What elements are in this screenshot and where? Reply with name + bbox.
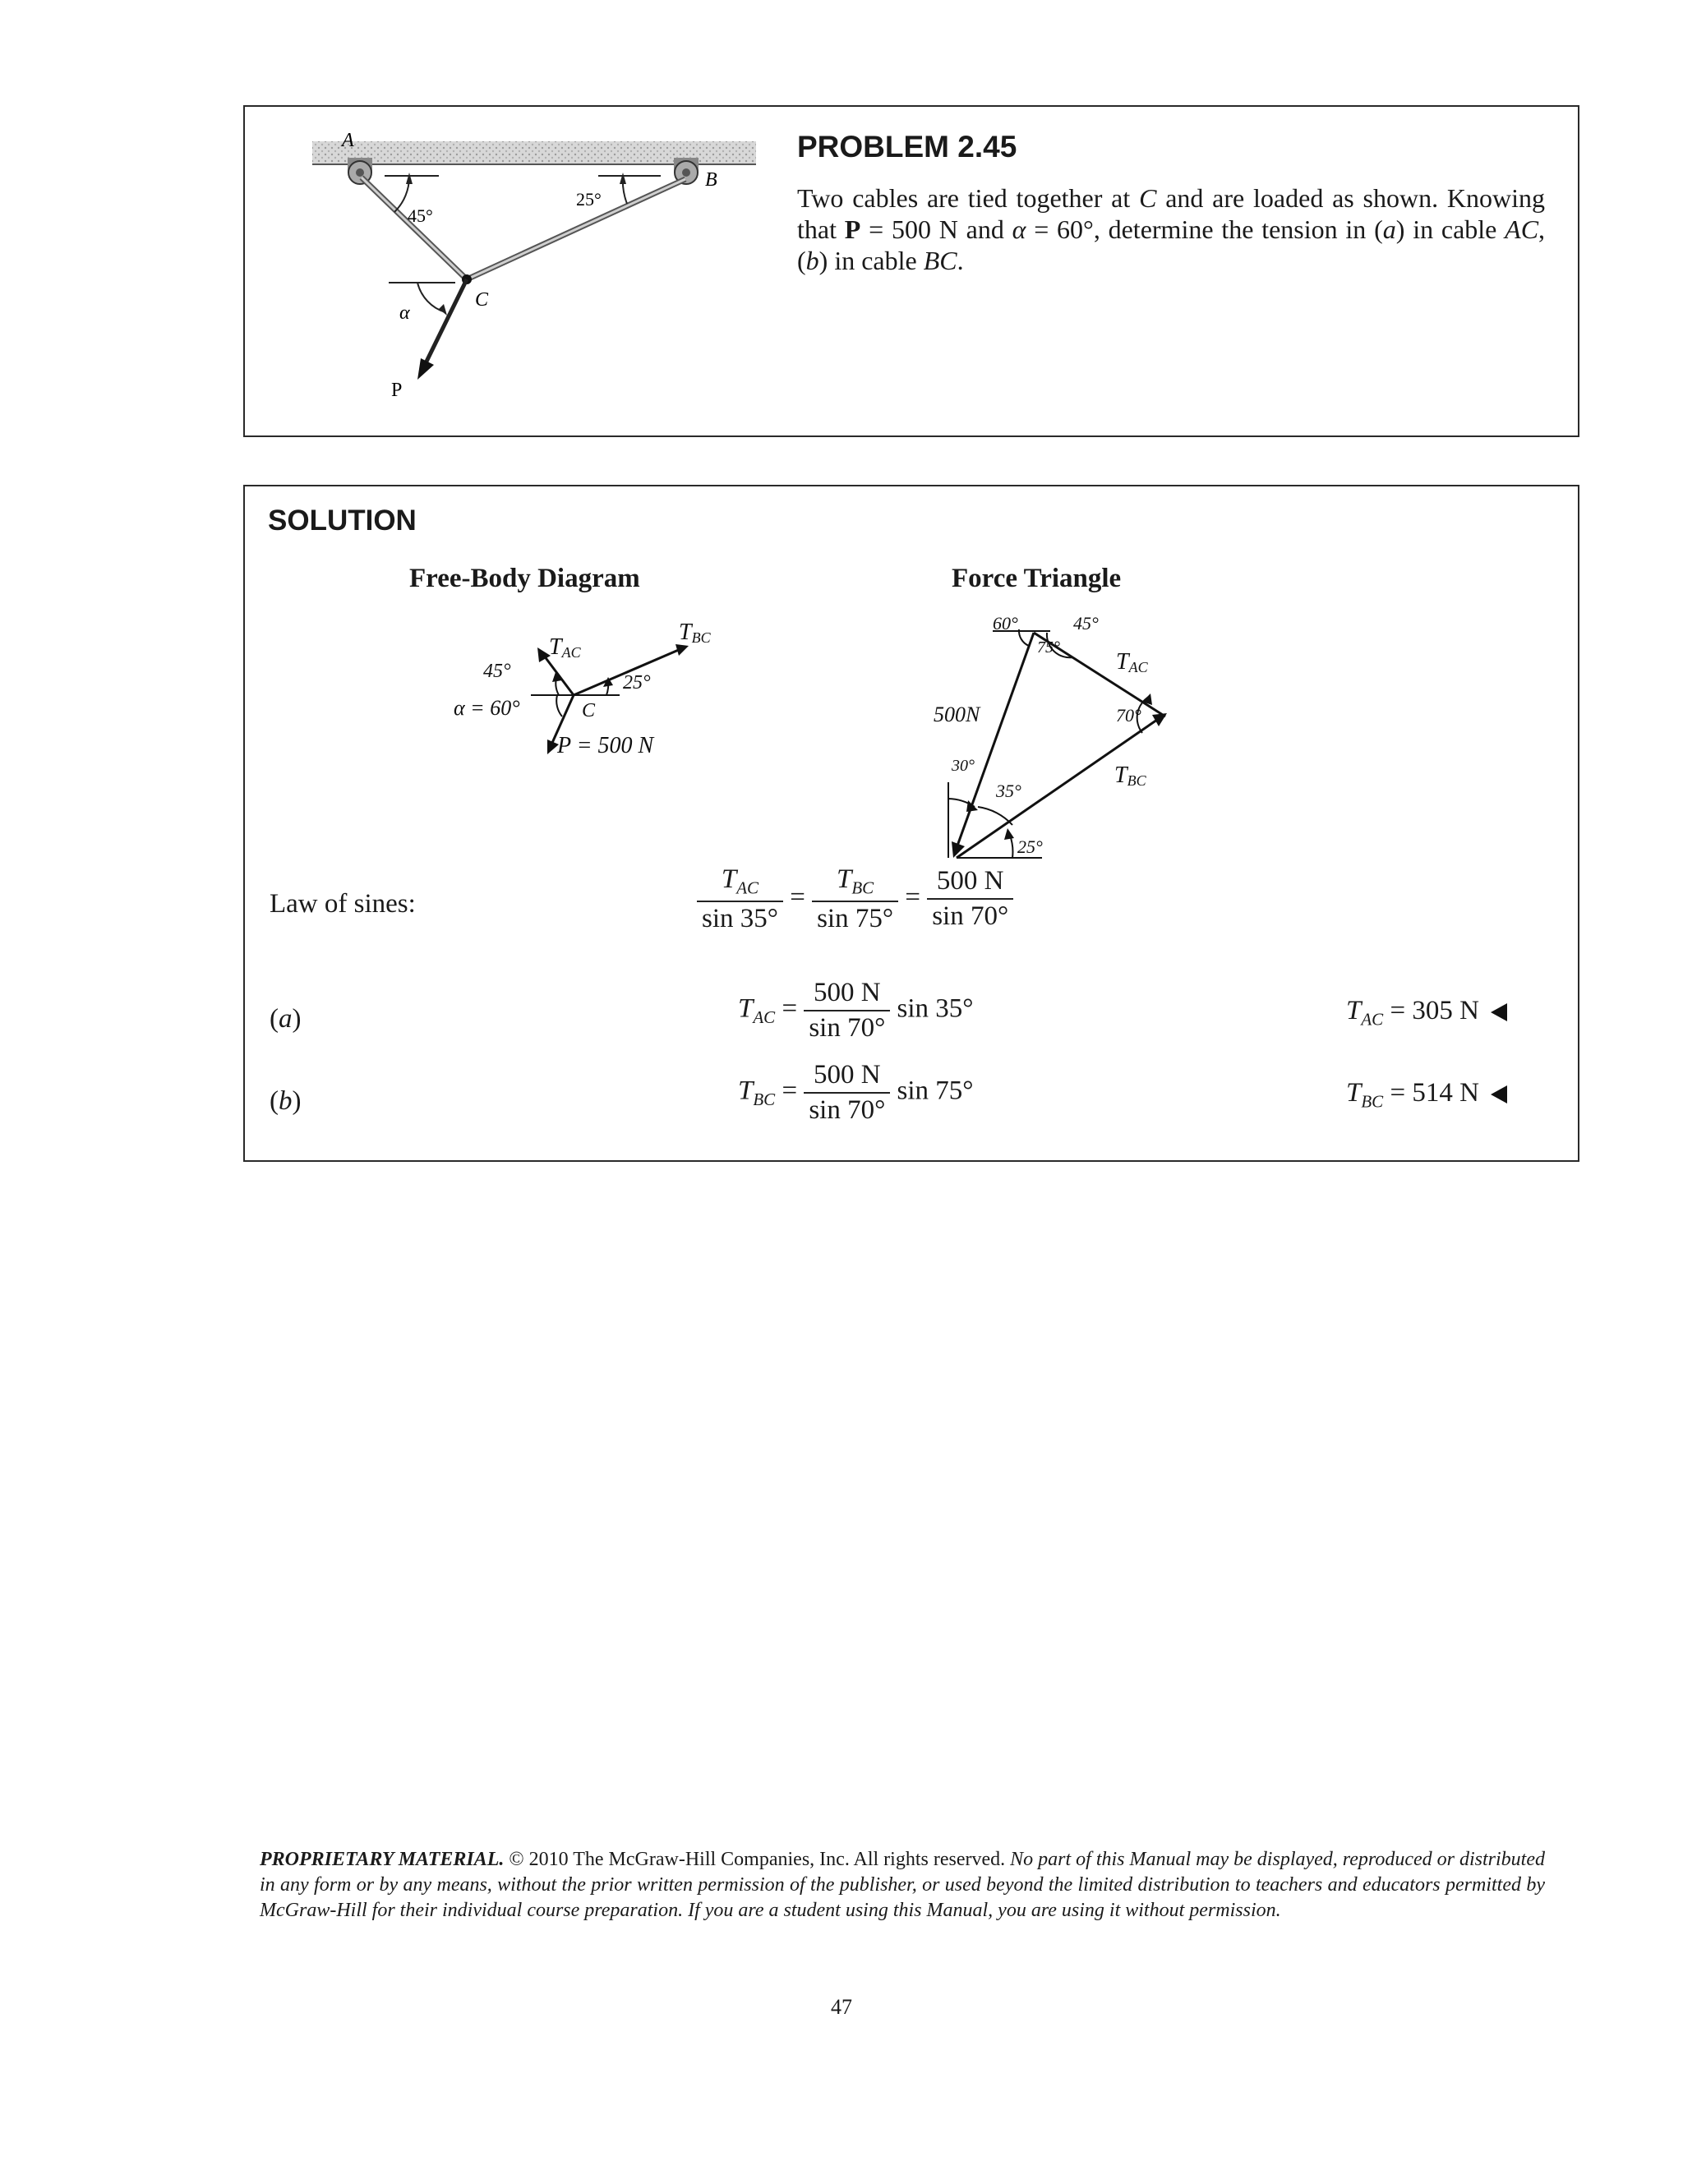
force-p-arrow — [424, 279, 467, 366]
tri-force-500: 500N — [934, 703, 980, 726]
fbd-p-label: P = 500 N — [557, 733, 654, 758]
problem-box — [243, 105, 1579, 437]
part-a-label: (a) — [270, 1004, 302, 1034]
label-p: P — [391, 380, 403, 401]
part-a-result: $T_{AC} = 305$ N — [1346, 996, 1507, 1030]
fbd-caption: Free-Body Diagram — [409, 564, 640, 593]
label-a: A — [342, 130, 354, 151]
fraction-tbc: $\frac{T_{BC}}{\sin 75^\circ}$ — [812, 864, 898, 934]
fbd-tbc-label: TBC — [679, 620, 711, 646]
label-alpha: α — [399, 302, 410, 324]
force-triangle — [927, 610, 1272, 881]
part-b-label: (b) — [270, 1086, 302, 1116]
fbd-angle-25: 25° — [623, 672, 651, 693]
fbd-tac-label: TAC — [549, 634, 581, 661]
part-a-fraction: $\frac{500 N}{\sin 70^\circ}$ — [804, 978, 890, 1044]
free-body-diagram — [376, 610, 722, 799]
part-a-equation: $T_{AC}$ = $\frac{500 N}{\sin 70^\circ}$ sin 35° — [738, 978, 974, 1043]
tri-tbc-label: TBC — [1114, 763, 1146, 789]
tri-angle-70: 70° — [1116, 705, 1141, 726]
part-b-result: $T_{BC} = 514$ N — [1346, 1078, 1507, 1113]
problem-title: PROBLEM 2.45 — [797, 130, 1017, 164]
tri-angle-45: 45° — [1073, 613, 1099, 634]
angle-b-label: 25° — [576, 189, 602, 210]
pulley-a — [348, 158, 372, 184]
part-b-fraction: $\frac{500 N}{\sin 70^\circ}$ — [804, 1060, 890, 1126]
label-c: C — [475, 289, 489, 311]
problem-statement: Two cables are tied together at C and are loaded as shown. Knowing that P = 500 N and α = 60°, determine the tension in (a) in cable AC, (b) in cable BC. — [797, 183, 1546, 275]
tri-angle-60: 60° — [993, 613, 1018, 634]
tri-angle-35: 35° — [996, 781, 1021, 801]
copyright-footer: PROPRIETARY MATERIAL. © 2010 The McGraw-Hill Companies, Inc. All rights reserved. No part of this Manual may be displayed, reproduced or distributed in any form or by any means, without the prior written permission of the publisher, or used beyond the limited distribution to teachers and educators permitted by McGraw-Hill for their individual course preparation. If you are a student using this Manual, you are using it without permission. — [260, 1849, 1545, 1921]
solution-title: SOLUTION — [268, 505, 417, 537]
angle-a-label: 45° — [408, 205, 433, 226]
solution-box — [243, 485, 1579, 1162]
fraction-500: $\frac{500 N}{\sin 70^\circ}$ — [927, 866, 1013, 932]
fbd-angle-45: 45° — [483, 661, 511, 682]
tri-tac-label: TAC — [1116, 649, 1148, 675]
fbd-alpha-label: α = 60° — [454, 696, 520, 720]
fbd-c-label: C — [582, 700, 596, 721]
triangle-caption: Force Triangle — [952, 564, 1122, 593]
tri-angle-25: 25° — [1017, 836, 1043, 857]
law-of-sines-equation: $\frac{T_{AC}}{\sin 35^\circ}$ = $\frac{T_{BC}}{\sin 75^\circ}$ = $\frac{500 N}{\sin 70^\circ}$ — [697, 864, 1013, 934]
problem-figure — [245, 107, 787, 435]
law-of-sines-label: Law of sines: — [270, 889, 416, 919]
answer-marker-icon — [1491, 1003, 1507, 1021]
label-b: B — [705, 169, 717, 191]
tri-angle-75-top: 75° — [1037, 638, 1060, 657]
fraction-tac: $\frac{T_{AC}}{\sin 35^\circ}$ — [697, 864, 783, 934]
answer-marker-icon — [1491, 1085, 1507, 1104]
part-b-equation: $T_{BC}$ = $\frac{500 N}{\sin 70^\circ}$ sin 75° — [738, 1060, 974, 1125]
page-number: 47 — [831, 1995, 852, 2019]
tri-angle-30: 30° — [952, 757, 975, 775]
